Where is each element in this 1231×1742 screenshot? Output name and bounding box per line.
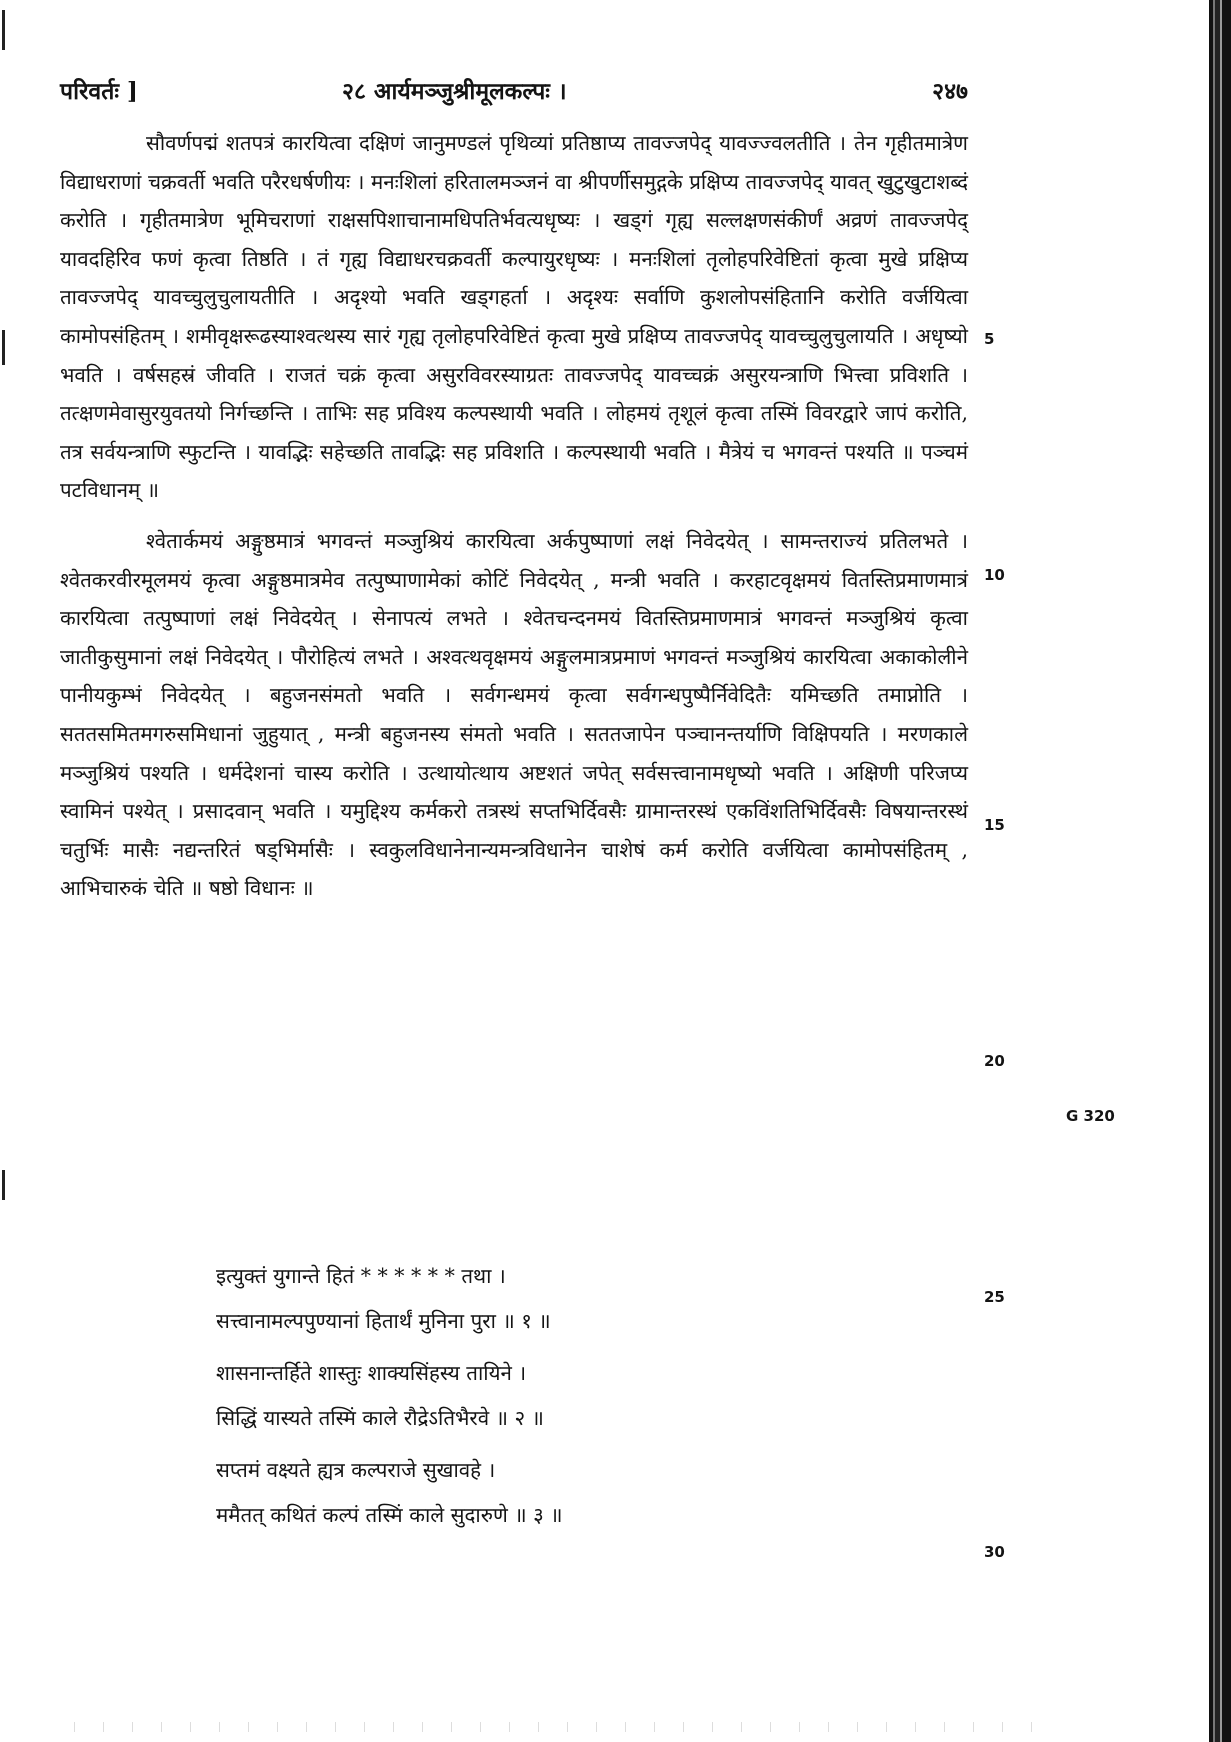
verse xyxy=(216,1351,916,1440)
verse xyxy=(216,1448,916,1537)
line-number: 10 xyxy=(984,566,1005,584)
verse-line: सत्त्वानामल्पपुण्यानां हितार्थं मुनिना पुरा ॥ १ ॥ xyxy=(216,1308,551,1333)
paragraph: सौवर्णपद्मं शतपत्रं कारयित्वा दक्षिणं जानुमण्डलं पृथिव्यां प्रतिष्ठाप्य तावज्जपेद् यावज्ज्वलतीति । तेन गृहीतमात्रेण विद्याधराणां चक्रवर्ती भवति परैरधर्षणीयः । मनःशिलां हरितालमञ्जनं वा श्रीपर्णीसमुद्गके प्रक्षिप्य तावज्जपेद् यावत् खुटुखुटाशब्दं करोति । गृहीतमात्रेण भूमिचराणां राक्षसपिशाचानामधिपतिर्भवत्यधृष्यः । खड्गं गृह्य सल्लक्षणसंकीर्णं अव्रणं तावज्जपेद् यावदहिरिव फणं कृत्वा तिष्ठति । तं गृह्य विद्याधरचक्रवर्ती कल्पायुरधृष्यः । मनःशिलां तृलोहपरिवेष्टितां कृत्वा मुखे प्रक्षिप्य तावज्जपेद् यावच्चुलुचुलायतीति । अदृश्यो भवति खड्गहर्ता । अदृश्यः सर्वाणि कुशलोपसंहितानि करोति वर्जयित्वा कामोपसंहितम् । शमीवृक्षरूढस्याश्वत्थस्य सारं गृह्य तृलोहपरिवेष्टितं कृत्वा मुखे प्रक्षिप्य तावज्जपेद् यावच्चुलुचुलायति । अधृष्यो भवति । वर्षसहस्रं जीवति । राजतं चक्रं कृत्वा असुरविवरस्याग्रतः तावज्जपेद् यावच्चक्रं असुरयन्त्राणि भित्त्वा प्रविशति । तत्क्षणमेवासुरयुवतयो निर्गच्छन्ति । ताभिः सह प्रविश्य कल्पस्थायी भवति । लोहमयं तृशूलं कृत्वा तस्मिं विवरद्वारे जापं करोति, तत्र सर्वयन्त्राणि स्फुटन्ति । यावद्भिः सहेच्छति तावद्भिः सह प्रविशति । कल्पस्थायी भवति । मैत्रेयं च भगवन्तं पश्यति ॥ पञ्चमं पटविधानम् ॥ xyxy=(60,131,968,503)
line-number: 5 xyxy=(984,330,995,348)
paragraph: श्वेतार्कमयं अङ्गुष्ठमात्रं भगवन्तं मञ्जुश्रियं कारयित्वा अर्कपुष्पाणां लक्षं निवेदयेत् । सामन्तराज्यं प्रतिलभते । श्वेतकरवीरमूलमयं कृत्वा अङ्गुष्ठमात्रमेव तत्पुष्पाणामेकां कोटिं निवेदयेत् , मन्त्री भवति । करहाटवृक्षमयं वितस्तिप्रमाणमात्रं कारयित्वा तत्पुष्पाणां लक्षं निवेदयेत् । सेनापत्यं लभते । श्वेतचन्दनमयं वितस्तिप्रमाणमात्रं भगवन्तं मञ्जुश्रियं कृत्वा जातीकुसुमानां लक्षं निवेदयेत् । पौरोहित्यं लभते । अश्वत्थवृक्षमयं अङ्गुलमात्रप्रमाणं भगवन्तं मञ्जुश्रियं कारयित्वा अकाकोलीने पानीयकुम्भं निवेदयेत् । बहुजनसंमतो भवति । सर्वगन्धमयं कृत्वा सर्वगन्धपुष्पैर्निवेदितैः यमिच्छति तमाप्नोति । सततसमितमगरुसमिधानां जुहुयात् , मन्त्री बहुजनस्य संमतो भवति । सततजापेन पञ्चानन्तर्याणि विक्षिपयति । मरणकाले मञ्जुश्रियं पश्यति । धर्मदेशनां चास्य करोति । उत्थायोत्थाय अष्टशतं जपेत् सर्वसत्त्वानामधृष्यो भवति । अक्षिणी परिजप्य स्वामिनं पश्येत् । प्रसादवान् भवति । यमुद्दिश्य कर्मकरो तत्रस्थं सप्तभिर्दिवसैः ग्रामान्तरस्थं एकविंशतिभिर्दिवसैः विषयान्तरस्थं चतुर्भिः मासैः नद्यन्तरितं षड्भिर्मासैः । स्वकुलविधानेनान्यमन्त्रविधानेन चाशेषं कर्म करोति वर्जयित्वा कामोपसंहितम् , आभिचारुकं चेति ॥ षष्ठो विधानः ॥ xyxy=(60,528,968,901)
verse-block xyxy=(216,1254,916,1537)
scan-noise xyxy=(60,1722,1060,1732)
line-number: 20 xyxy=(984,1052,1005,1070)
line-number: 25 xyxy=(984,1288,1005,1306)
scan-margin-mark xyxy=(2,1170,5,1200)
running-header xyxy=(60,74,968,114)
verse-line: ममैतत् कथितं कल्पं तस्मिं काले सुदारुणे ॥ ३ ॥ xyxy=(216,1502,563,1527)
page-number: २४७ xyxy=(932,78,968,105)
verse xyxy=(216,1254,916,1343)
verse-line: शासनान्तर्हिते शास्तुः शाक्यसिंहस्य तायिने । xyxy=(216,1361,527,1385)
scan-margin-mark xyxy=(2,330,5,365)
verse-line: इत्युक्तं युगान्ते हितं * * * * * * तथा । xyxy=(216,1264,506,1288)
margin-reference: G 320 xyxy=(1066,1107,1115,1125)
line-number: 15 xyxy=(984,816,1005,834)
prose-body xyxy=(60,124,968,908)
line-number: 30 xyxy=(984,1543,1005,1561)
work-title: २८ आर्यमञ्जुश्रीमूलकल्पः । xyxy=(342,78,567,105)
chapter-label: परिवर्तः ] xyxy=(60,78,138,105)
verse-line: सिद्धिं यास्यते तस्मिं काले रौद्रेऽतिभैरवे ॥ २ ॥ xyxy=(216,1405,544,1430)
scan-margin-mark xyxy=(2,10,5,50)
book-binding-edge xyxy=(1209,0,1231,1742)
verse-line: सप्तमं वक्ष्यते ह्यत्र कल्पराजे सुखावहे । xyxy=(216,1458,496,1482)
